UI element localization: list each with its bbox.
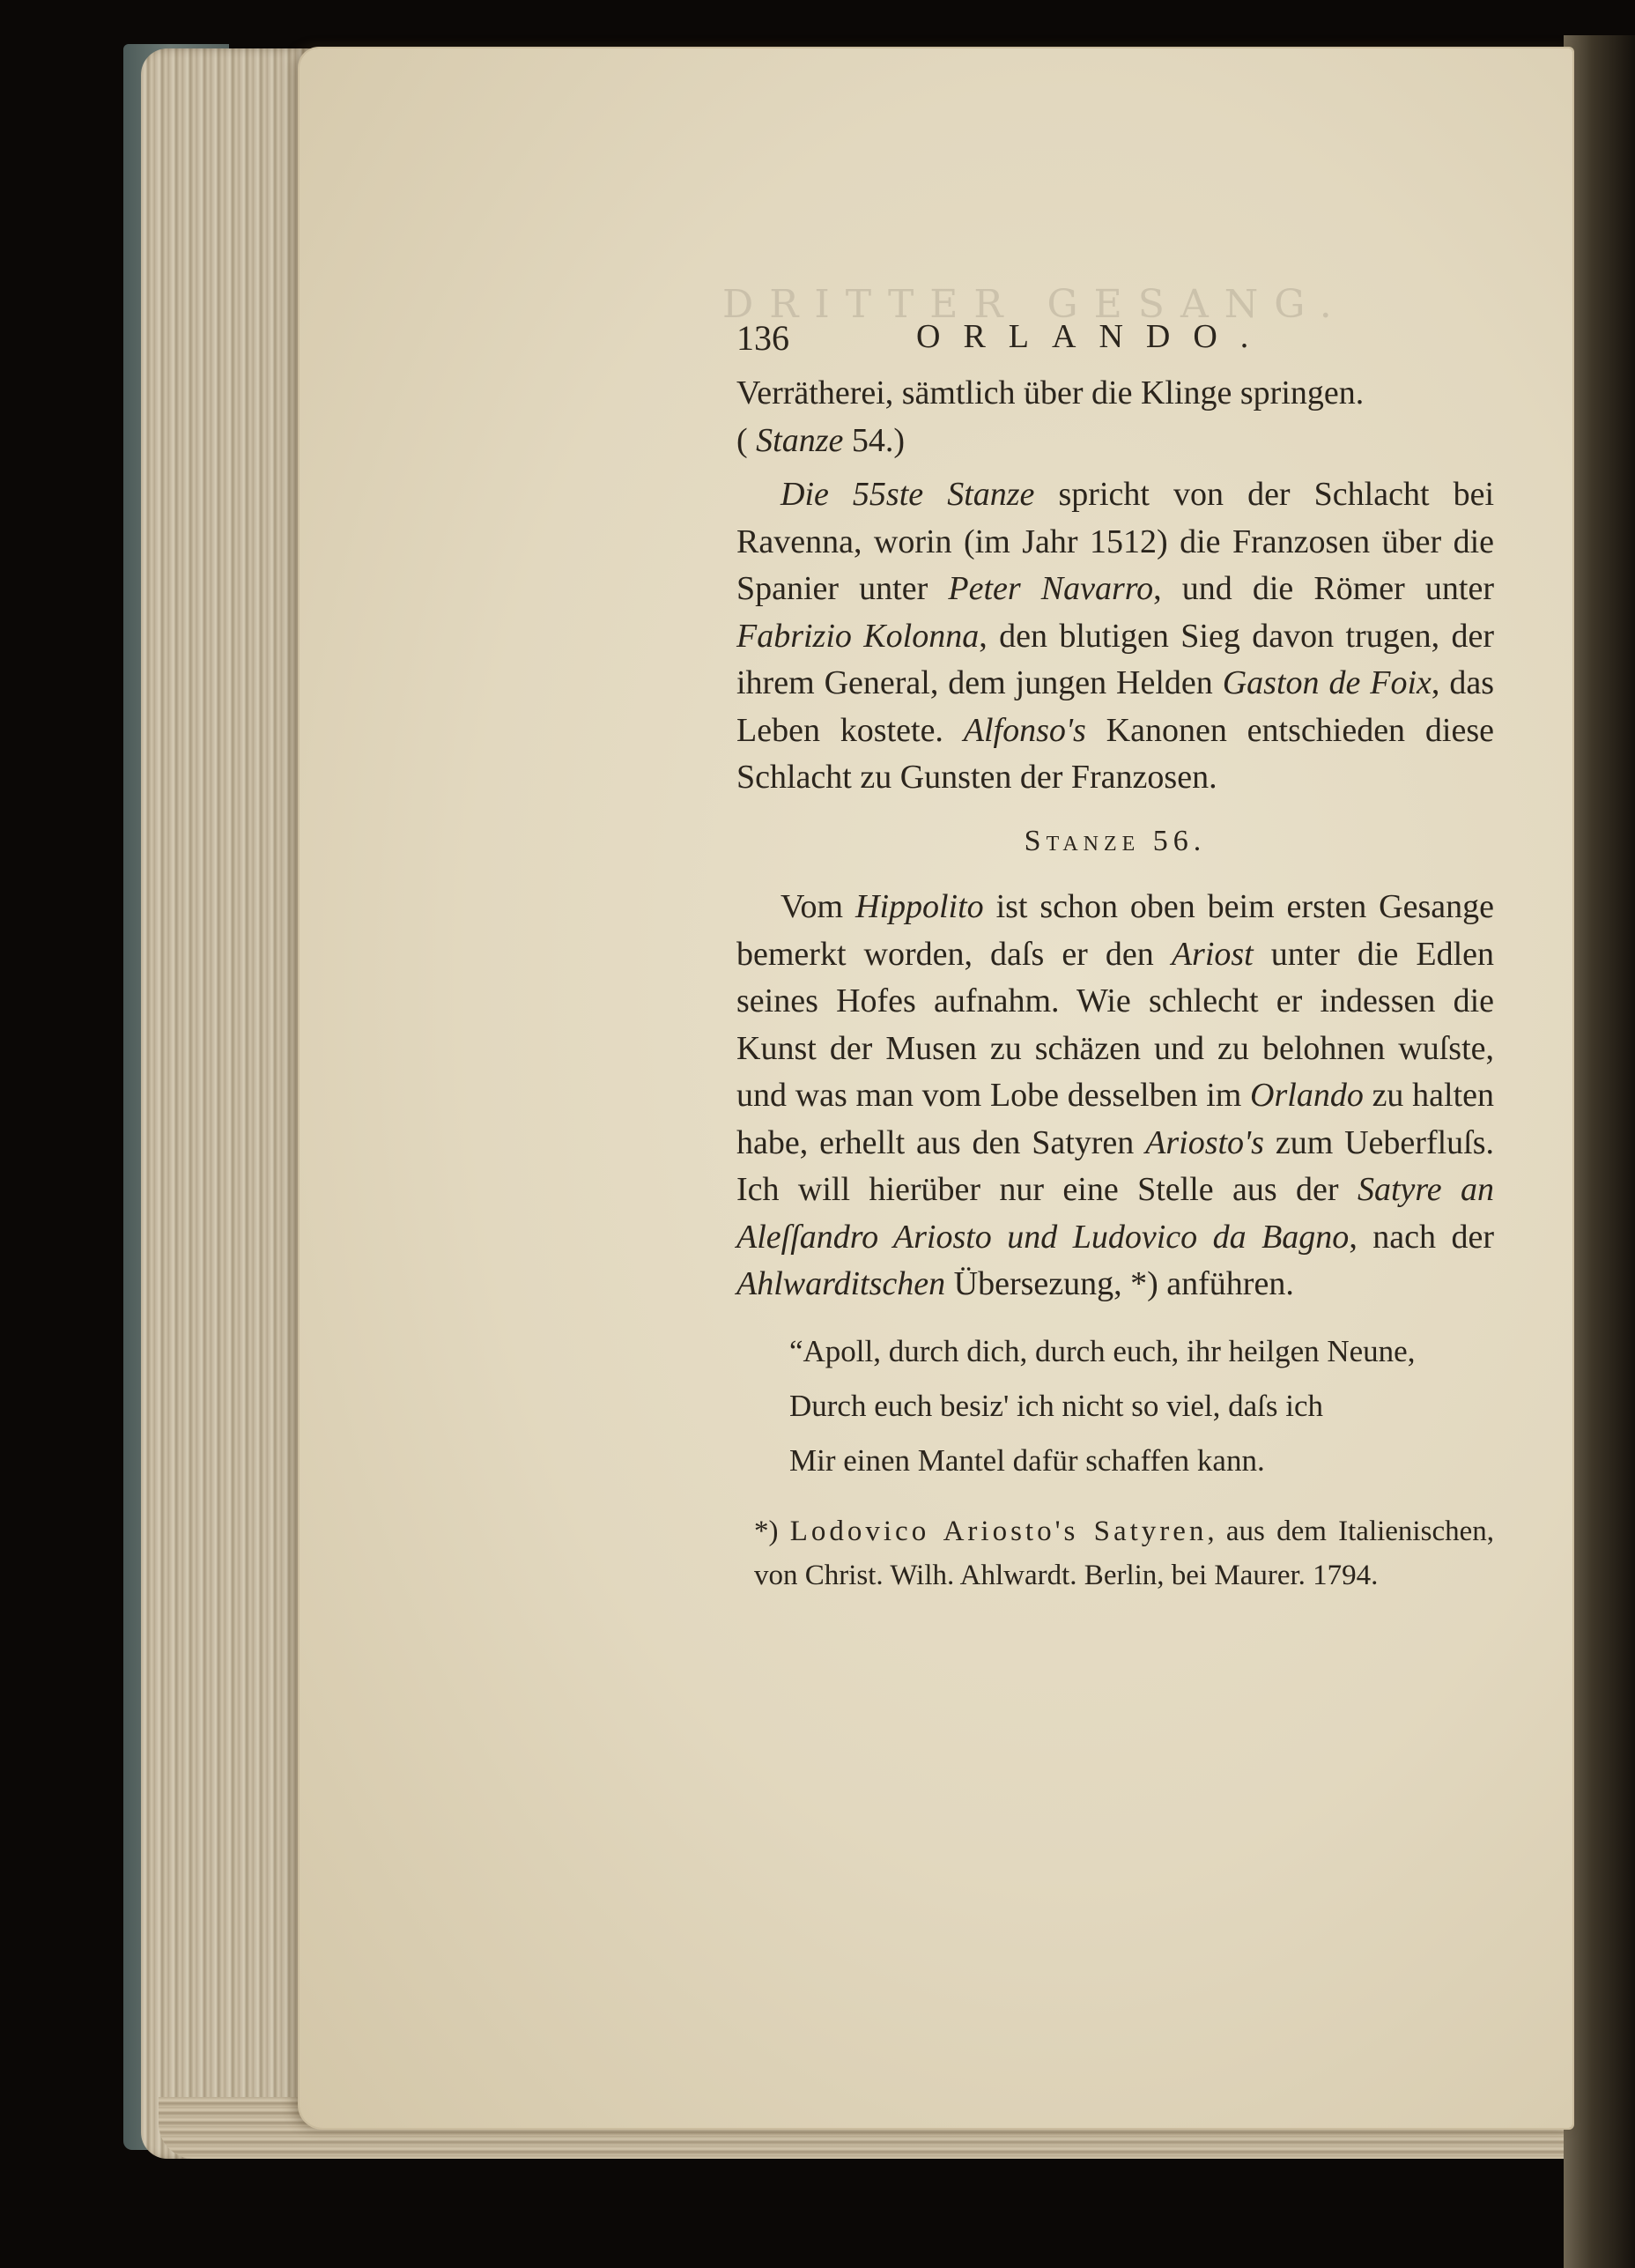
quote-line: “Apoll, durch dich, durch euch, ihr heilgen Neune, <box>789 1333 1416 1368</box>
running-title: ORLANDO. <box>916 318 1272 355</box>
p1-text: Verrätherei, sämtlich über die Klinge springen. <box>736 374 1365 411</box>
p2-text-3: , den blutigen Sieg davon trugen, der ihrem General, dem jungen Helden <box>736 617 1494 701</box>
p3-italic-3: Orlando <box>1250 1077 1364 1114</box>
p3-text-3: unter die Edlen seines Hofes aufnahm. Wie schlecht er indessen die Kunst der Musen zu schäzen und zu belohnen wuſste, und was man vom Lobe desselben im <box>736 935 1494 1114</box>
p3-text-5: zum Ueberfluſs. Ich will hierüber nur eine Stelle aus der <box>736 1123 1495 1208</box>
p2-text-1: spricht von der Schlacht bei Ravenna, worin (im Jahr 1512) die Franzosen über die Spanier unter <box>736 476 1494 607</box>
page-header <box>736 317 1494 370</box>
p2-italic-3: Fabrizio Kolonna <box>736 617 980 655</box>
paragraph-2 <box>736 471 1494 802</box>
footnote-mark: *) <box>754 1515 790 1547</box>
p2-text-4: , das Leben kostete. <box>736 664 1495 749</box>
p3-italic-4: Ariosto's <box>1145 1123 1264 1161</box>
page-number: 136 <box>736 318 789 358</box>
book-gutter <box>1564 35 1635 2268</box>
p3-text-1: Vom <box>781 888 855 925</box>
page-edges <box>141 48 326 2159</box>
p2-italic-2: Peter Navarro <box>948 570 1154 607</box>
footnote-text: , aus dem Italienischen, von Christ. Wilh. Ahlwardt. Berlin, bei Maurer. 1794. <box>754 1515 1494 1591</box>
body-text <box>736 370 1494 1308</box>
p2-text-2: , und die Römer unter <box>1153 570 1495 607</box>
show-through-text: DRITTER GESANG. <box>722 282 1348 327</box>
p2-italic-1: Die 55ste Stanze <box>781 476 1035 513</box>
p1-italic: Stanze <box>756 421 844 459</box>
verse-quote <box>736 1324 1494 1488</box>
p1-open: ( <box>736 421 757 459</box>
p2-italic-4: Gaston de Foix <box>1222 664 1432 701</box>
paragraph-3 <box>736 884 1494 1308</box>
p2-text-5: Kanonen entschieden diese Schlacht zu Gunsten der Franzosen. <box>736 711 1494 796</box>
p3-italic-2: Ariost <box>1171 935 1254 973</box>
quote-line: Mir einen Mantel dafür schaffen kann. <box>789 1442 1265 1478</box>
footnote <box>736 1509 1494 1597</box>
quote-line: Durch euch besiz' ich nicht so viel, daſs ich <box>789 1388 1323 1423</box>
section-heading: Stanze 56. <box>1024 824 1207 857</box>
p3-text-4: zu halten habe, erhellt aus den Satyren <box>736 1077 1494 1161</box>
p3-italic-5: Satyre an Aleſſandro Ariosto und Ludovico da Bagno <box>736 1171 1494 1256</box>
p3-italic-1: Hippolito <box>855 888 984 925</box>
p2-italic-5: Alfonso's <box>963 711 1086 749</box>
paragraph-1 <box>736 370 1494 464</box>
p3-text-2: ist schon oben beim ersten Gesange bemerkt worden, daſs er den <box>736 888 1494 973</box>
page-text <box>736 317 1494 1597</box>
p3-text-6: , nach der <box>1349 1218 1494 1256</box>
p1-close: 54.) <box>843 421 906 459</box>
p3-text-7: Übersezung, *) anführen. <box>945 1265 1294 1302</box>
footnote-spaced-title: Lodovico Ariosto's Satyren <box>789 1515 1208 1547</box>
p3-italic-6: Ahlwarditschen <box>736 1265 946 1302</box>
